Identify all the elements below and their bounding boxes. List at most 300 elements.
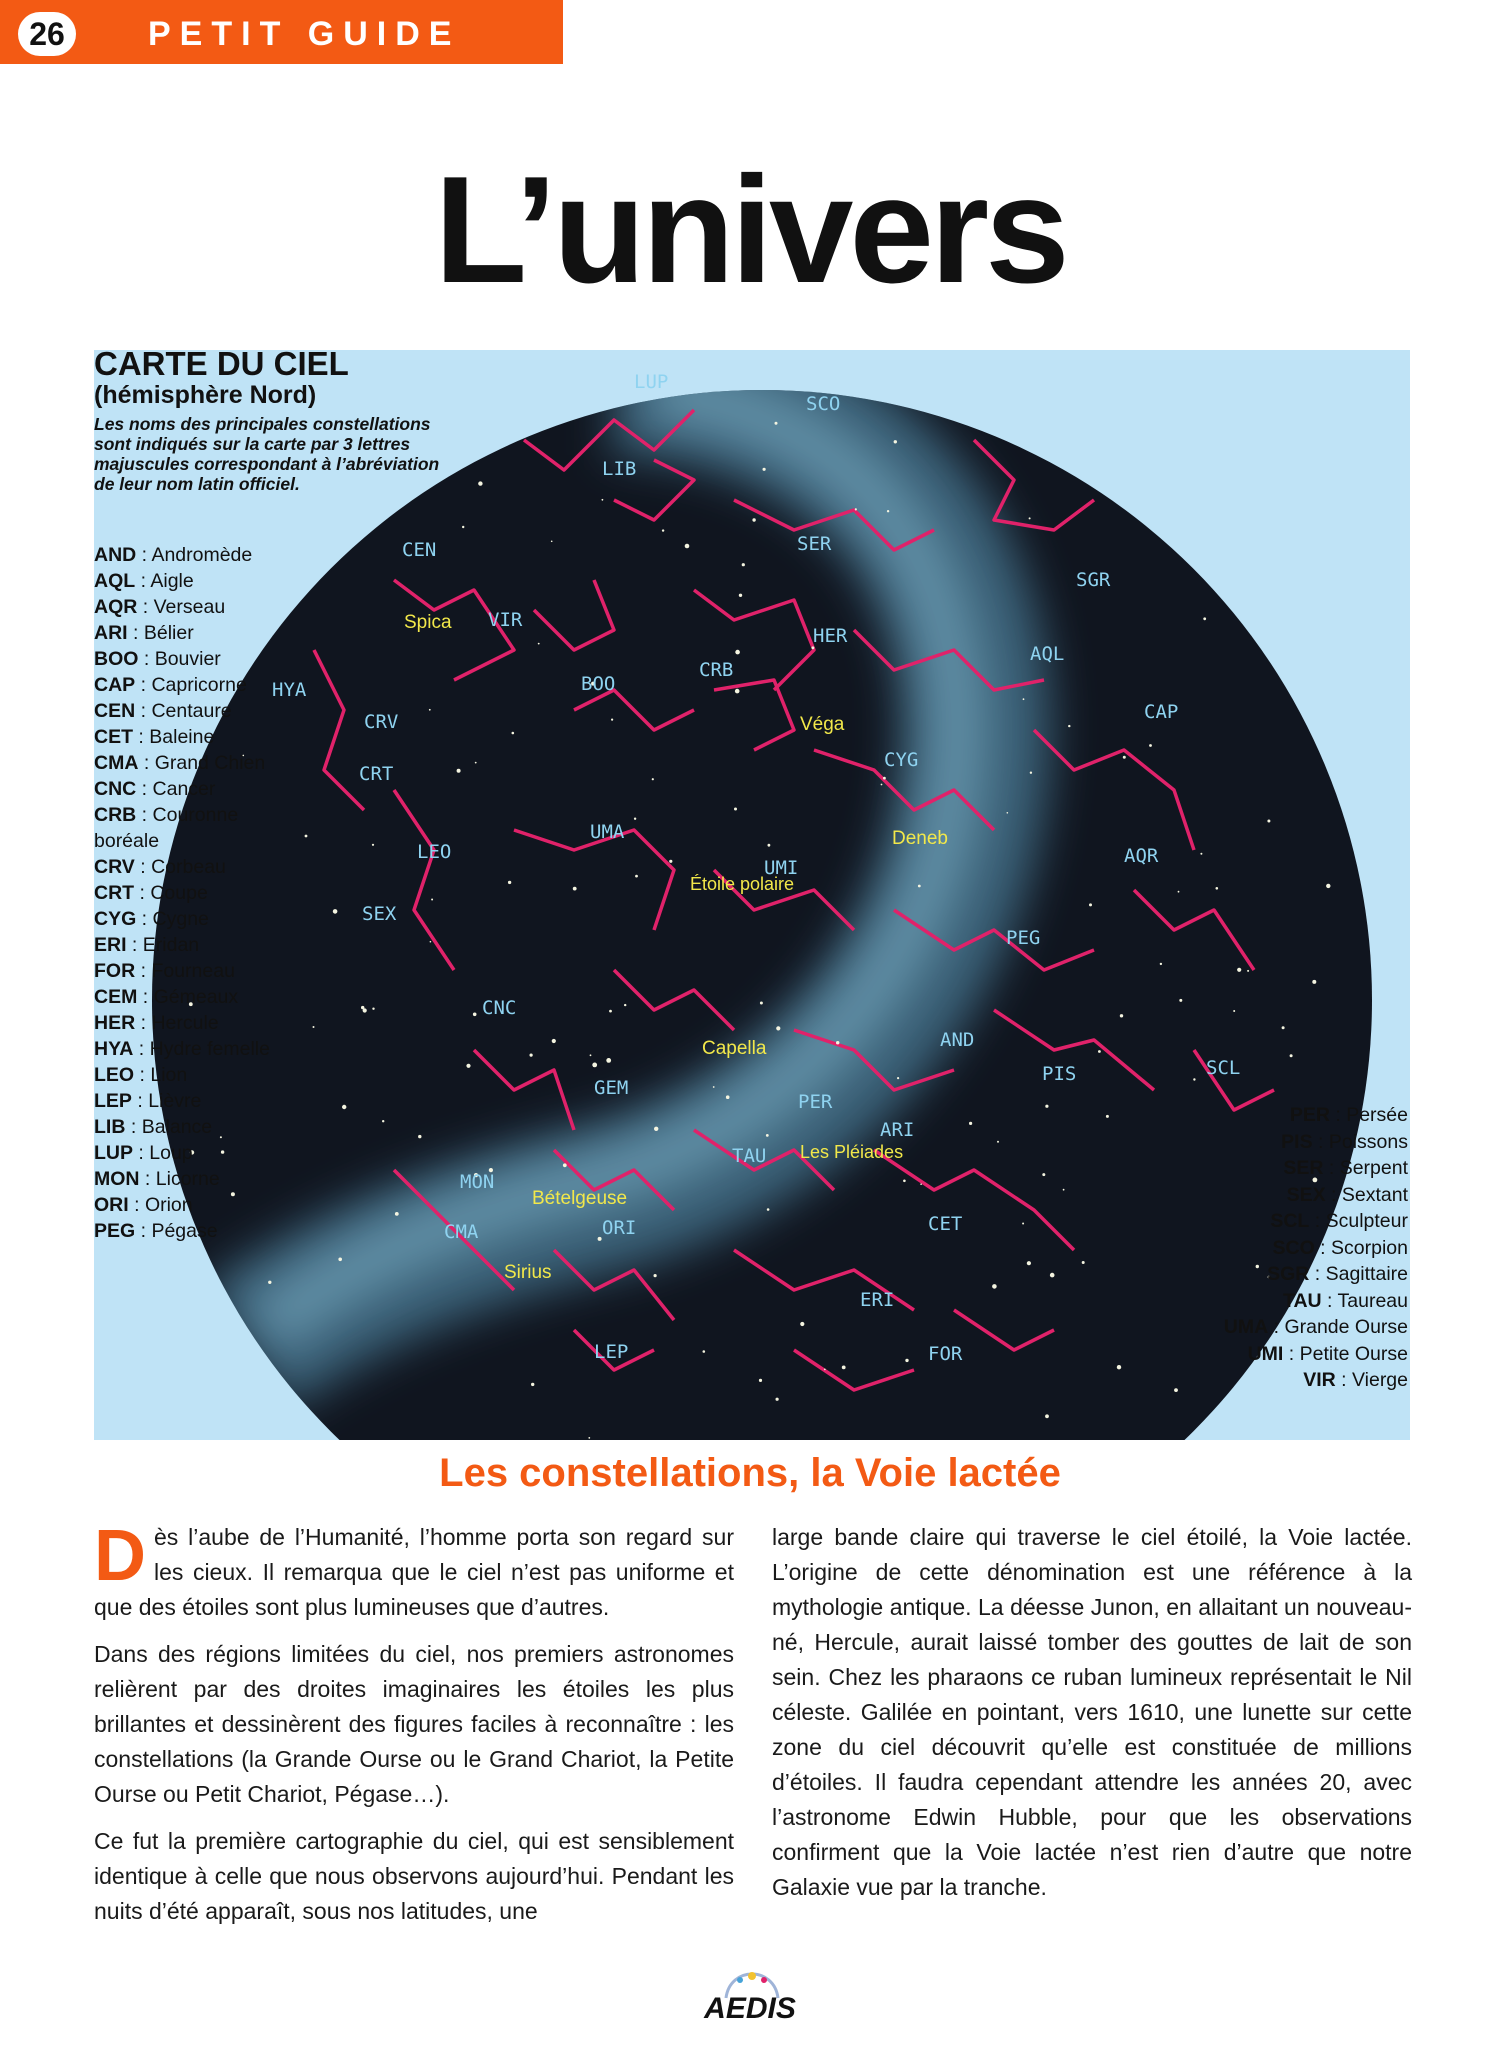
star <box>905 1359 908 1362</box>
star <box>609 1010 612 1013</box>
label-for: FOR <box>928 1343 963 1365</box>
legend-code: UMI <box>1247 1342 1284 1365</box>
star <box>508 881 511 884</box>
label-and: AND <box>940 1029 975 1051</box>
legend-code: SGR <box>1267 1263 1310 1285</box>
star <box>624 1004 626 1006</box>
legend-separator: : <box>137 986 154 1008</box>
legend-name: Lièvre <box>148 1090 202 1112</box>
star <box>1178 891 1180 893</box>
legend-item <box>94 1010 284 1036</box>
star <box>313 1026 315 1028</box>
star <box>538 643 540 645</box>
legend-separator: : <box>1323 1157 1340 1179</box>
star <box>775 422 778 425</box>
legend-name: Gémeaux <box>153 986 239 1008</box>
paragraph-3: Ce fut la première cartographie du ciel, qui est sensiblement identique à celle que nous observons aujourd’hui. Pendant les nuits d’été apparaît, sous nos latitudes, une <box>94 1828 734 1924</box>
star <box>763 468 766 471</box>
star <box>372 844 374 846</box>
star <box>669 860 672 863</box>
label-vir: VIR <box>488 609 523 631</box>
legend-item <box>94 1192 284 1218</box>
legend-name: Coupe <box>150 882 208 904</box>
label-hya: HYA <box>272 679 307 701</box>
legend-item <box>94 620 284 646</box>
star <box>530 1054 533 1057</box>
star <box>588 1437 590 1439</box>
legend-separator: : <box>136 778 153 800</box>
star <box>606 1058 611 1063</box>
star <box>654 1274 657 1277</box>
legend-item <box>94 750 284 776</box>
star <box>1233 1010 1235 1012</box>
legend-item <box>94 646 284 672</box>
legend-name: Grande Ourse <box>1284 1316 1408 1338</box>
label-cyg: CYG <box>884 749 919 771</box>
legend-item <box>94 932 284 958</box>
legend-item <box>94 724 284 750</box>
label-lib: LIB <box>602 458 637 480</box>
label-polaris: Étoile polaire <box>690 874 795 894</box>
star <box>305 835 308 838</box>
legend-item <box>94 542 284 568</box>
label-boo: BOO <box>581 673 616 695</box>
legend-separator: : <box>128 1194 145 1216</box>
label-tau: TAU <box>732 1145 767 1167</box>
star <box>611 719 613 721</box>
label-leo: LEO <box>417 841 452 863</box>
star <box>1216 887 1219 890</box>
legend-name: Aigle <box>150 570 194 592</box>
legend-code: LIB <box>94 1116 126 1138</box>
star <box>1050 1273 1055 1278</box>
label-scl: SCL <box>1206 1057 1241 1079</box>
star <box>836 1041 839 1044</box>
legend-code: CYG <box>94 908 137 930</box>
legend-item <box>94 880 284 906</box>
star <box>800 1322 804 1326</box>
legend-item <box>94 1140 284 1166</box>
star <box>824 1369 826 1371</box>
legend-separator: : <box>1314 1236 1332 1259</box>
legend-code: CRV <box>94 856 135 878</box>
label-crb: CRB <box>699 659 734 681</box>
label-deneb: Deneb <box>892 828 948 849</box>
legend-name: Sextant <box>1341 1183 1408 1206</box>
legend-name: Pégase <box>151 1220 218 1242</box>
star <box>1117 1365 1121 1369</box>
body-column-right <box>772 1520 1412 1917</box>
legend-code: SER <box>1283 1157 1324 1179</box>
star <box>338 1258 342 1262</box>
star <box>1160 963 1162 965</box>
star <box>462 526 464 528</box>
star <box>1290 1054 1293 1057</box>
legend-separator: : <box>1309 1210 1326 1232</box>
star <box>887 510 889 512</box>
page-number: 26 <box>18 12 76 56</box>
legend-separator: : <box>127 622 144 644</box>
star <box>551 541 553 543</box>
legend-code: CAP <box>94 674 136 696</box>
star <box>920 1183 922 1185</box>
star <box>726 1095 730 1099</box>
star <box>1098 1050 1101 1053</box>
star <box>1312 980 1316 984</box>
legend-code: CRT <box>94 882 135 904</box>
legend-item <box>1148 1367 1408 1394</box>
legend-item <box>94 1114 284 1140</box>
legend-code: HER <box>94 1012 136 1034</box>
legend-name: Vierge <box>1351 1369 1408 1391</box>
aedis-logo <box>690 1958 810 2028</box>
star <box>1082 1261 1085 1264</box>
star <box>1068 725 1070 727</box>
legend-item <box>94 854 284 880</box>
legend-item <box>1148 1182 1408 1209</box>
legend-separator: : <box>126 934 143 956</box>
legend-separator: : <box>1283 1342 1300 1365</box>
legend-item <box>94 1088 284 1114</box>
legend-code: ORI <box>94 1194 129 1216</box>
star <box>1237 968 1241 972</box>
legend-name: Cygne <box>152 908 209 930</box>
legend-separator: : <box>133 726 150 748</box>
legend-code: SCO <box>1272 1236 1315 1259</box>
label-per: PER <box>798 1091 833 1113</box>
label-cap: CAP <box>1144 701 1179 723</box>
star <box>1007 812 1009 814</box>
star <box>268 1281 271 1284</box>
legend-separator: : <box>136 544 152 566</box>
legend-separator: : <box>1335 1369 1352 1391</box>
star <box>1022 1223 1024 1225</box>
star <box>418 1135 421 1138</box>
star <box>361 1006 364 1009</box>
star <box>842 1366 846 1370</box>
star <box>342 1105 346 1109</box>
star <box>1023 698 1025 700</box>
label-spica: Spica <box>404 612 452 633</box>
star <box>634 818 636 820</box>
legend-name: Grand Chien <box>154 752 266 774</box>
legend-separator: : <box>1329 1104 1347 1126</box>
star <box>466 1064 470 1068</box>
label-lep: LEP <box>594 1341 629 1363</box>
label-sco: SCO <box>806 393 841 415</box>
paragraph-4: large bande claire qui traverse le ciel étoilé, la Voie lactée. L’origine de cette dénomination est une référence à la mythologie antique. La déesse Junon, en allaitant un nouveau-né, Hercule, aurait laissé tomber des gouttes de lait de son sein. Chez les pharaons ce ruban lumineux représentait le Nil céleste. Galilée en pointant, vers 1610, une lunette sur cette zone du ciel découvrit qu’elle est constituée de millions d’étoiles. Il faudra cependant attendre les années 20, avec l’astronome Edwin Hubble, pour que les observations confirment que la Voie lactée n’est rien d’autre que notre Galaxie vue par la tranche. <box>772 1524 1412 1900</box>
legend-name: Balance <box>141 1116 213 1138</box>
label-aqr: AQR <box>1124 845 1159 867</box>
legend-code: CEM <box>94 986 138 1008</box>
legend-name: Centaure <box>151 700 232 722</box>
label-cet: CET <box>928 1213 963 1235</box>
legend-item <box>1148 1261 1408 1288</box>
star <box>1045 1105 1048 1108</box>
legend-code: CNC <box>94 778 137 800</box>
star <box>573 887 577 891</box>
legend-separator: : <box>134 1064 151 1086</box>
star <box>635 875 638 878</box>
legend-name: Sagittaire <box>1325 1263 1408 1285</box>
legend-name: Poissons <box>1328 1130 1408 1153</box>
paragraph-2: Dans des régions limitées du ciel, nos premiers astronomes relièrent par des droites imaginaires les étoiles les plus brillantes et dessinèrent des figures faciles à reconnaître : les constellations (la Grande Ourse ou le Grand Chariot, la Petite Ourse ou Petit Chariot, Pégase…). <box>94 1641 734 1807</box>
label-cma: CMA <box>444 1221 479 1243</box>
legend-code: VIR <box>1303 1369 1336 1391</box>
legend-separator: : <box>139 1168 156 1190</box>
star <box>1120 1014 1123 1017</box>
label-cen: CEN <box>402 539 437 561</box>
star <box>652 778 654 780</box>
label-crt: CRT <box>359 763 394 785</box>
legend-separator: : <box>134 856 152 878</box>
star <box>1247 970 1249 972</box>
legend-name: Scorpion <box>1331 1236 1408 1259</box>
dropcap: D <box>94 1516 146 1596</box>
legend-separator: : <box>136 804 153 826</box>
star <box>855 508 857 510</box>
label-sgr: SGR <box>1076 569 1111 591</box>
legend-separator: : <box>134 882 151 904</box>
legend-separator: : <box>125 1116 142 1138</box>
star <box>685 544 690 549</box>
label-capella: Capella <box>702 1038 767 1059</box>
legend-item <box>94 1036 284 1062</box>
legend-name: Taureau <box>1337 1289 1408 1312</box>
star <box>897 1077 899 1079</box>
legend-separator: : <box>135 1220 152 1242</box>
label-crv: CRV <box>364 711 399 733</box>
legend-code: LUP <box>94 1142 133 1164</box>
legend-item <box>94 776 284 802</box>
legend-code: AND <box>94 544 137 566</box>
star <box>918 885 921 888</box>
star <box>1282 1026 1285 1029</box>
legend-code: PEG <box>94 1220 136 1242</box>
legend-name: Baleine <box>149 726 215 748</box>
legend-code: HYA <box>94 1038 134 1060</box>
legend-separator: : <box>1268 1316 1285 1338</box>
section-label: PETIT GUIDE <box>148 15 461 53</box>
legend-code: CMA <box>94 752 139 774</box>
label-ori: ORI <box>602 1217 637 1239</box>
legend-code: PER <box>1289 1104 1330 1126</box>
star <box>1106 1115 1109 1118</box>
label-vega: Véga <box>800 714 845 735</box>
legend-separator: : <box>1325 1183 1342 1206</box>
label-pis: PIS <box>1042 1063 1077 1085</box>
legend-item <box>94 802 284 854</box>
star <box>372 1008 374 1010</box>
map-subtitle: (hémisphère Nord) <box>94 381 317 409</box>
legend-item <box>94 1166 284 1192</box>
star <box>997 1141 999 1143</box>
legend-name: Lion <box>150 1064 188 1086</box>
legend-name: Licorne <box>155 1168 220 1190</box>
legend-code: CRB <box>94 804 137 826</box>
legend-item <box>1148 1102 1408 1129</box>
map-title: CARTE DU CIEL <box>94 345 349 382</box>
label-her: HER <box>813 625 848 647</box>
legend-code: MON <box>94 1168 140 1190</box>
star <box>766 1134 769 1137</box>
legend-name: Sculpteur <box>1325 1210 1408 1232</box>
legend-separator: : <box>137 596 154 618</box>
star <box>1027 1261 1031 1265</box>
star <box>457 769 461 773</box>
star <box>1149 744 1152 747</box>
body-column-left <box>94 1516 734 1941</box>
label-pleiades: Les Pléiades <box>800 1142 904 1162</box>
legend-item <box>94 1062 284 1088</box>
star <box>662 529 664 531</box>
star <box>382 1120 384 1122</box>
legend-code: BOO <box>94 648 139 670</box>
label-eri: ERI <box>860 1289 895 1311</box>
legend-code: CEN <box>94 700 136 722</box>
legend-separator: : <box>135 674 152 696</box>
label-lup: LUP <box>634 371 669 393</box>
star <box>478 481 482 485</box>
star <box>531 1383 534 1386</box>
legend-item <box>1148 1235 1408 1262</box>
legend-code: AQR <box>94 596 138 618</box>
star <box>734 808 737 811</box>
legend-separator: : <box>133 1038 150 1060</box>
legend-item <box>94 568 284 594</box>
label-umi: UMI <box>764 857 799 879</box>
star <box>563 1163 567 1167</box>
star <box>1063 1189 1065 1191</box>
legend-item <box>1148 1129 1408 1156</box>
legend-name: Serpent <box>1339 1157 1408 1179</box>
legend-item <box>94 672 284 698</box>
legend-name: Couronne boréale <box>94 804 239 852</box>
star <box>742 563 745 566</box>
legend-item <box>94 984 284 1010</box>
legend-item <box>1148 1155 1408 1182</box>
star <box>512 732 515 735</box>
star <box>602 499 604 501</box>
star <box>992 1284 997 1289</box>
star <box>776 1026 780 1030</box>
legend-code: TAU <box>1282 1289 1322 1312</box>
legend-item <box>1148 1314 1408 1341</box>
legend-separator: : <box>135 700 152 722</box>
legend-separator: : <box>133 1142 150 1164</box>
star <box>1326 884 1330 888</box>
star <box>713 1086 715 1088</box>
map-note: Les noms des principales constellations sont indiqués sur la carte par 3 lettres majuscules correspondant à l’abréviation de leur nom latin officiel. <box>94 414 440 494</box>
star <box>894 440 897 443</box>
legend-name: Persée <box>1346 1104 1408 1126</box>
star <box>1123 756 1126 759</box>
star <box>760 1002 763 1005</box>
star <box>881 784 883 786</box>
label-betelgeuse: Bételgeuse <box>532 1188 628 1209</box>
legend-name: Andromède <box>151 544 253 566</box>
star <box>475 762 477 764</box>
star <box>1030 772 1032 774</box>
legend-code: UMA <box>1223 1316 1269 1338</box>
page-title: L’univers <box>434 145 1066 315</box>
legend-separator: : <box>131 1090 149 1112</box>
star <box>759 1379 762 1382</box>
legend-name: Bélier <box>143 622 194 644</box>
legend-separator: : <box>135 960 152 982</box>
legend-separator: : <box>138 752 155 774</box>
star <box>552 1039 556 1043</box>
star <box>735 689 740 694</box>
paragraph-1: Dès l’aube de l’Humanité, l’homme porta son regard sur les cieux. Il remarqua que le ciel n’est pas uniforme et que des étoiles sont plus lumineuses que d’autres. <box>94 1516 734 1620</box>
star <box>703 1350 706 1353</box>
star <box>969 1122 972 1125</box>
legend-name: Hydre femelle <box>149 1038 270 1060</box>
label-ari: ARI <box>880 1119 915 1141</box>
legend-name: Loup <box>149 1142 193 1164</box>
legend-code: PIS <box>1281 1130 1313 1153</box>
legend-item <box>94 698 284 724</box>
label-aql: AQL <box>1030 643 1065 665</box>
legend-name: Corbeau <box>151 856 226 878</box>
legend-item <box>94 906 284 932</box>
star <box>590 1054 592 1056</box>
legend-item <box>94 594 284 620</box>
legend-item <box>94 1218 284 1244</box>
label-peg: PEG <box>1006 927 1041 949</box>
label-uma: UMA <box>590 821 625 843</box>
legend-code: LEO <box>94 1064 135 1086</box>
legend-code: AQL <box>94 570 136 592</box>
star <box>735 650 740 655</box>
star <box>395 1212 399 1216</box>
legend-code: CET <box>94 726 133 748</box>
legend-item <box>1148 1288 1408 1315</box>
legend-name: Eridan <box>142 934 200 956</box>
legend-item <box>1148 1341 1408 1368</box>
legend-left <box>94 542 284 1244</box>
star <box>598 1237 602 1241</box>
star <box>431 899 433 901</box>
legend-item <box>1148 1208 1408 1235</box>
legend-code: ARI <box>94 622 128 644</box>
legend-item <box>94 958 284 984</box>
legend-separator: : <box>135 570 151 592</box>
legend-separator: : <box>1312 1130 1329 1153</box>
legend-code: LEP <box>94 1090 132 1112</box>
star <box>429 709 431 711</box>
legend-name: Fourneau <box>151 960 235 982</box>
star <box>1267 820 1270 823</box>
star <box>776 1398 779 1401</box>
label-sirius: Sirius <box>504 1262 552 1283</box>
legend-separator: : <box>138 648 155 670</box>
legend-separator: : <box>135 1012 152 1034</box>
star <box>592 1063 597 1068</box>
legend-code: SCL <box>1270 1210 1310 1232</box>
label-mon: MON <box>460 1171 495 1193</box>
star <box>739 594 742 597</box>
aedis-logo-text: AEDIS <box>704 1992 796 2025</box>
star <box>1179 999 1182 1002</box>
star <box>1200 853 1202 855</box>
star <box>333 909 338 914</box>
label-ser: SER <box>797 533 832 555</box>
legend-separator: : <box>136 908 153 930</box>
legend-name: Capricorne <box>151 674 247 696</box>
star <box>903 1180 906 1183</box>
star <box>1045 1414 1049 1418</box>
